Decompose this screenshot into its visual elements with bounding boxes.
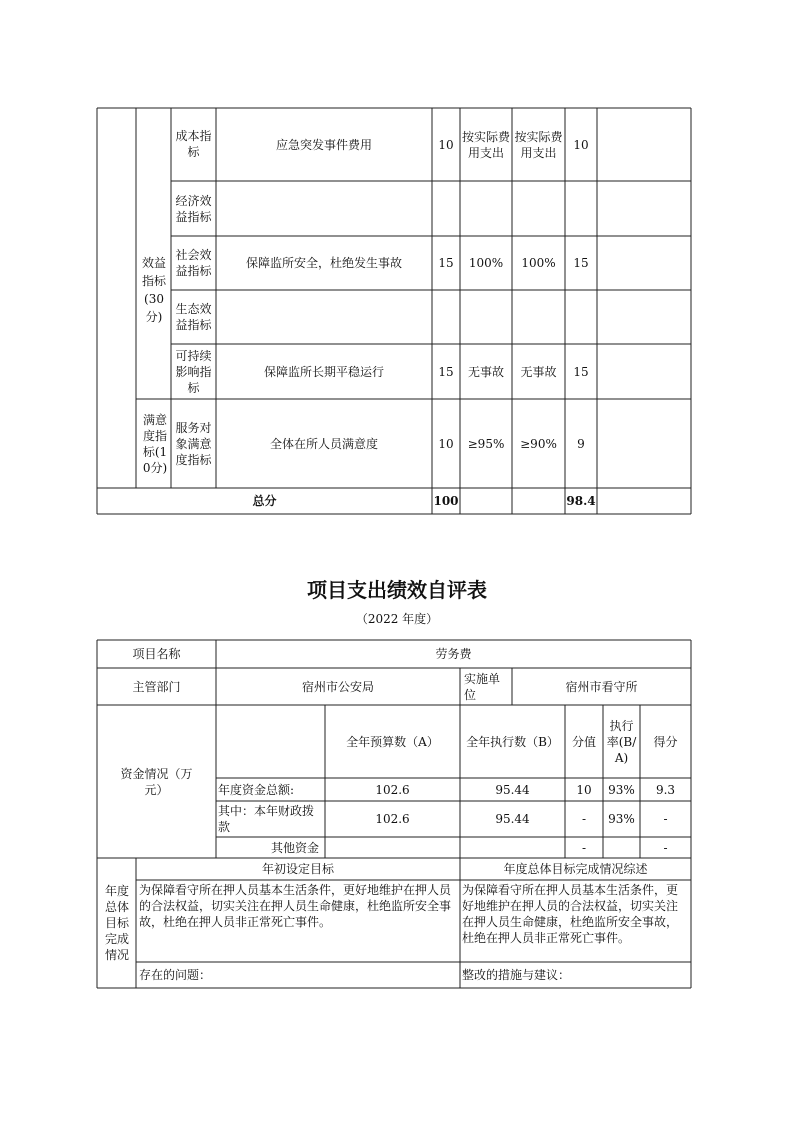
sustainability-content: 保障监所长期平稳运行 xyxy=(263,364,384,379)
implementing-unit: 宿州市看守所 xyxy=(565,679,638,694)
satisfaction-indicator-group: 满意度指标(10分) xyxy=(142,412,168,475)
year-subtitle: （2022 年度） xyxy=(355,612,439,626)
cost-indicator-weight: 10 xyxy=(438,137,454,152)
sustainability-score: 15 xyxy=(573,364,589,379)
satisfaction-content: 全体在所人员满意度 xyxy=(269,436,378,451)
execution-column-header: 全年执行数（B） xyxy=(466,734,559,749)
goal-completion-text: 为保障看守所在押人员基本生活条件，更好地维护在押人员的合法权益，切实关注在押人员生命健康，杜绝监所安全事故，杜绝在押人员非正常死亡事件。 xyxy=(462,883,679,945)
department: 宿州市公安局 xyxy=(301,679,374,694)
other-funds-weight: - xyxy=(581,840,587,855)
cost-indicator-score: 10 xyxy=(573,137,589,152)
cost-indicator-category: 成本指标 xyxy=(175,129,212,159)
benefit-indicator-group: 效益指标(30分) xyxy=(141,256,166,324)
annual-total-label: 年度资金总额: xyxy=(218,782,295,797)
fiscal-allocation-budget: 102.6 xyxy=(375,812,410,826)
annual-total-score: 9.3 xyxy=(655,782,676,797)
project-name-label: 项目名称 xyxy=(132,647,181,661)
annual-total-budget: 102.6 xyxy=(375,782,410,797)
satisfaction-weight: 10 xyxy=(438,436,454,451)
fiscal-allocation-execution: 95.44 xyxy=(495,812,530,826)
sustainability-category: 可持续影响指标 xyxy=(175,348,212,395)
satisfaction-category: 服务对象满意度指标 xyxy=(175,420,212,467)
total-label: 总分 xyxy=(252,494,277,508)
page-title: 项目支出绩效自评表 xyxy=(307,578,487,602)
social-benefit-score: 15 xyxy=(573,256,589,270)
annual-goal-label: 年度总体目标完成情况 xyxy=(104,884,129,962)
rate-column-header: 执行率(B/A) xyxy=(606,718,637,765)
social-benefit-category: 社会效益指标 xyxy=(175,248,212,278)
annual-total-rate: 93% xyxy=(608,782,635,797)
cost-indicator-actual: 按实际费用支出 xyxy=(514,130,563,160)
satisfaction-actual: ≥90% xyxy=(520,436,557,451)
annual-total-execution: 95.44 xyxy=(495,782,530,797)
initial-goal-header: 年初设定目标 xyxy=(261,862,334,876)
total-score: 98.4 xyxy=(566,494,596,508)
sustainability-actual: 无事故 xyxy=(520,364,557,379)
initial-goal-text: 为保障看守所在押人员基本生活条件，更好地维护在押人员的合法权益，切实关注在押人员生命健康，杜绝监所安全事故，杜绝在押人员非正常死亡事件。 xyxy=(139,883,452,929)
fiscal-allocation-score: - xyxy=(663,812,668,826)
other-funds-label: 其他资金 xyxy=(270,840,319,855)
social-benefit-content: 保障监所安全，杜绝发生事故 xyxy=(245,256,402,270)
social-benefit-actual: 100% xyxy=(521,256,556,270)
social-benefit-target: 100% xyxy=(468,256,504,270)
problems-label: 存在的问题： xyxy=(139,968,212,982)
economic-benefit-category: 经济效益指标 xyxy=(175,193,212,224)
score-column-header: 得分 xyxy=(653,734,678,749)
department-label: 主管部门 xyxy=(132,679,181,694)
funds-label: 资金情况（万元） xyxy=(120,766,193,797)
weight-column-header: 分值 xyxy=(571,734,596,749)
measures-label: 整改的措施与建议： xyxy=(462,968,571,982)
social-benefit-weight: 15 xyxy=(438,256,454,270)
cost-indicator-content: 应急突发事件费用 xyxy=(275,137,372,152)
sustainability-weight: 15 xyxy=(438,364,454,379)
budget-column-header: 全年预算数（A） xyxy=(346,734,439,749)
satisfaction-target: ≥95% xyxy=(467,436,505,451)
total-weight: 100 xyxy=(433,494,459,508)
fiscal-allocation-weight: - xyxy=(581,812,587,826)
cost-indicator-target: 按实际费用支出 xyxy=(462,130,511,160)
fiscal-allocation-rate: 93% xyxy=(608,812,635,826)
goal-completion-header: 年度总体目标完成情况综述 xyxy=(503,862,648,876)
implementing-unit-label: 实施单位 xyxy=(464,671,501,702)
ecological-benefit-category: 生态效益指标 xyxy=(175,302,212,332)
sustainability-target: 无事故 xyxy=(467,364,504,379)
fiscal-allocation-label: 其中：本年财政拨款 xyxy=(218,804,315,834)
annual-total-weight: 10 xyxy=(576,782,592,797)
project-name: 劳务费 xyxy=(435,647,472,661)
satisfaction-score: 9 xyxy=(577,436,585,451)
other-funds-score: - xyxy=(663,840,668,855)
